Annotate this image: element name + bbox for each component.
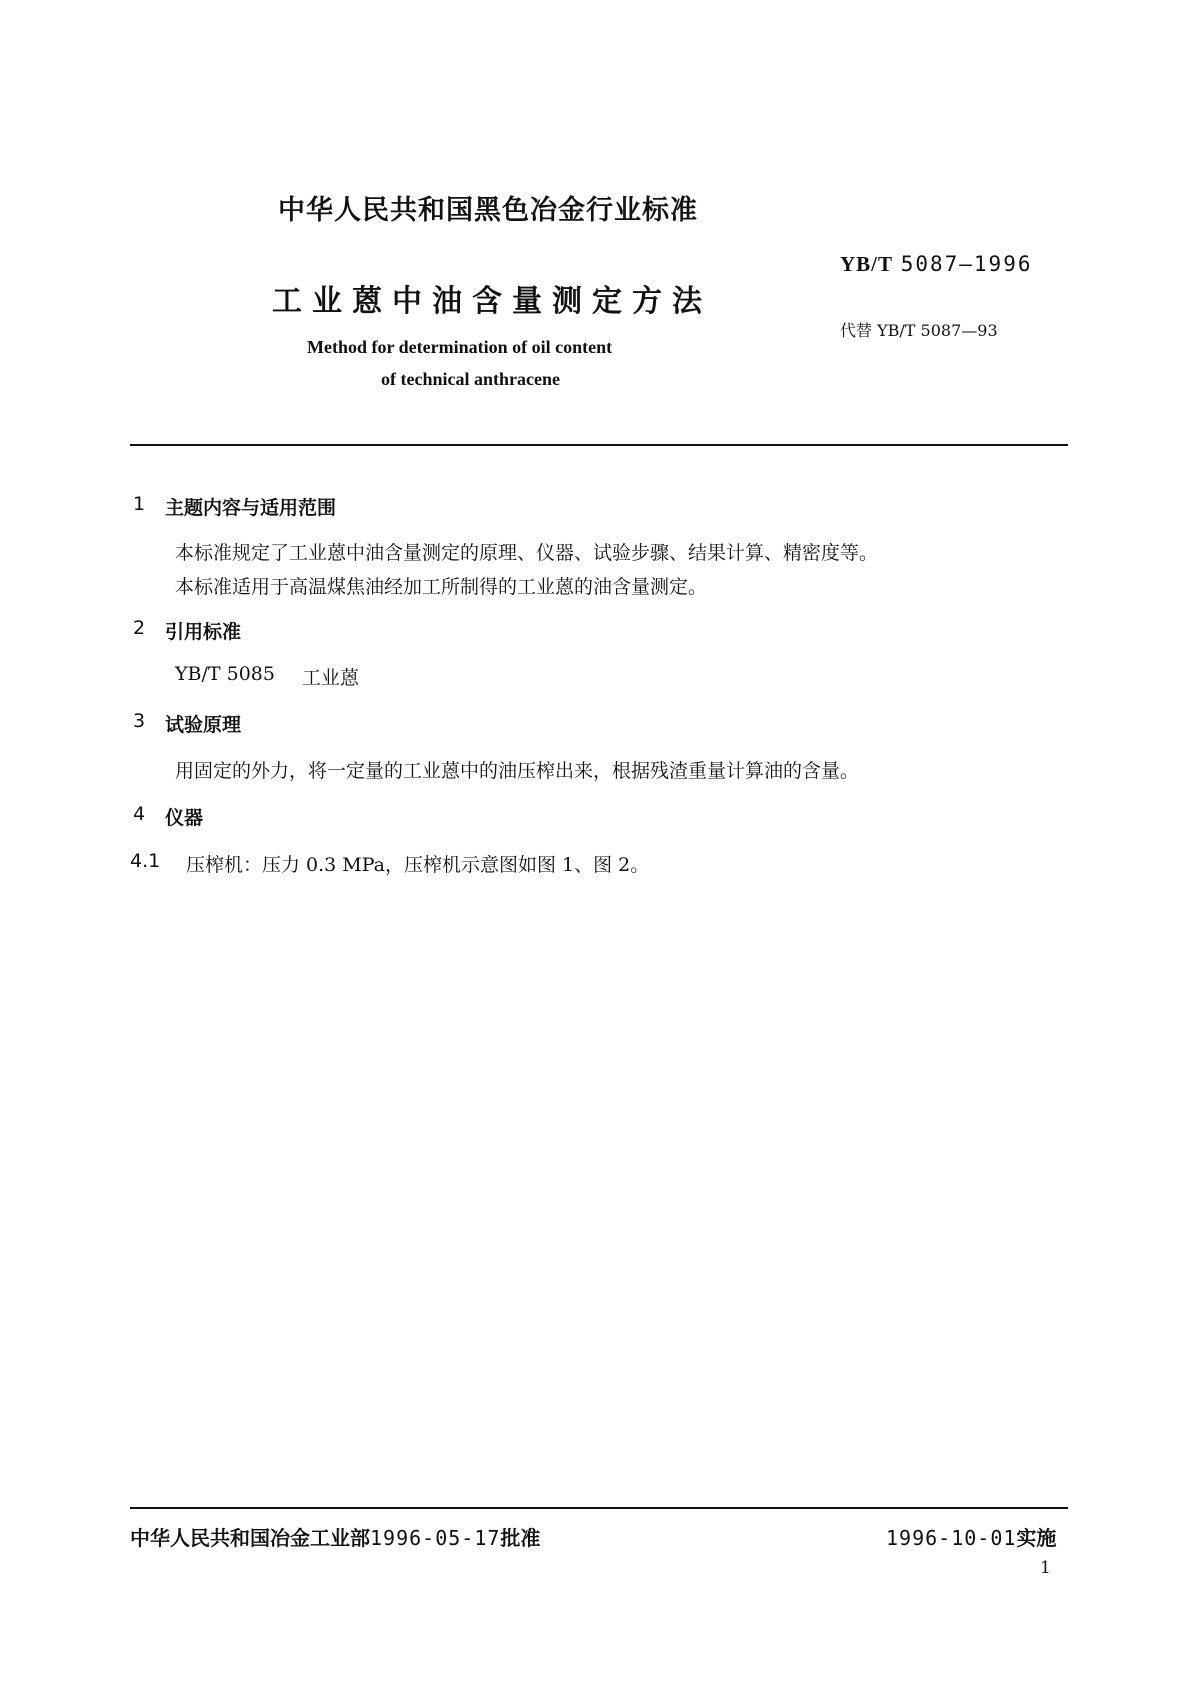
section-number: 2 xyxy=(133,617,146,639)
section-number: 4 xyxy=(133,803,146,825)
subsection-number: 4.1 xyxy=(130,850,161,872)
effective-info xyxy=(886,1522,1056,1551)
issuer: 中华人民共和国冶金工业部 xyxy=(130,1526,370,1550)
page-number: 1 xyxy=(1040,1558,1051,1578)
paragraph: 本标准适用于高温煤焦油经加工所制得的工业蒽的油含量测定。 xyxy=(175,576,708,598)
section-title: 试验原理 xyxy=(165,714,242,736)
reference-code: YB/T 5085 xyxy=(175,663,275,685)
effective-label: 实施 xyxy=(1016,1526,1057,1550)
section-title: 引用标准 xyxy=(165,621,242,643)
subsection-text: 压榨机：压力 0.3 MPa，压榨机示意图如图 1、图 2。 xyxy=(186,854,650,876)
reference-name: 工业蒽 xyxy=(302,667,360,689)
section-number: 1 xyxy=(133,493,146,515)
header-divider xyxy=(130,444,1068,446)
paragraph: 用固定的外力，将一定量的工业蒽中的油压榨出来，根据残渣重量计算油的含量。 xyxy=(175,760,860,782)
footer-divider xyxy=(130,1507,1068,1509)
replaces-standard: 代替 YB/T 5087—93 xyxy=(840,321,998,340)
section-title: 仪器 xyxy=(165,807,204,829)
effective-date: 1996-10-01 xyxy=(886,1526,1017,1550)
paragraph: 本标准规定了工业蒽中油含量测定的原理、仪器、试验步骤、结果计算、精密度等。 xyxy=(175,542,879,564)
section-number: 3 xyxy=(133,710,146,732)
industry-standard-title: 中华人民共和国黑色冶金行业标准 xyxy=(278,195,698,226)
section-title: 主题内容与适用范围 xyxy=(165,497,337,519)
approve-date: 1996-05-17 xyxy=(370,1526,501,1550)
document-title-en-line2: of technical anthracene xyxy=(381,369,560,389)
standard-number xyxy=(840,252,1033,277)
standard-number-value: 5087—1996 xyxy=(900,252,1033,276)
document-title-en-line1: Method for determination of oil content xyxy=(307,337,613,357)
approval-info xyxy=(130,1522,540,1551)
approve-label: 批准 xyxy=(500,1526,541,1550)
document-title-cn: 工业蒽中油含量测定方法 xyxy=(272,284,712,319)
standard-prefix: YB/T xyxy=(840,252,894,276)
